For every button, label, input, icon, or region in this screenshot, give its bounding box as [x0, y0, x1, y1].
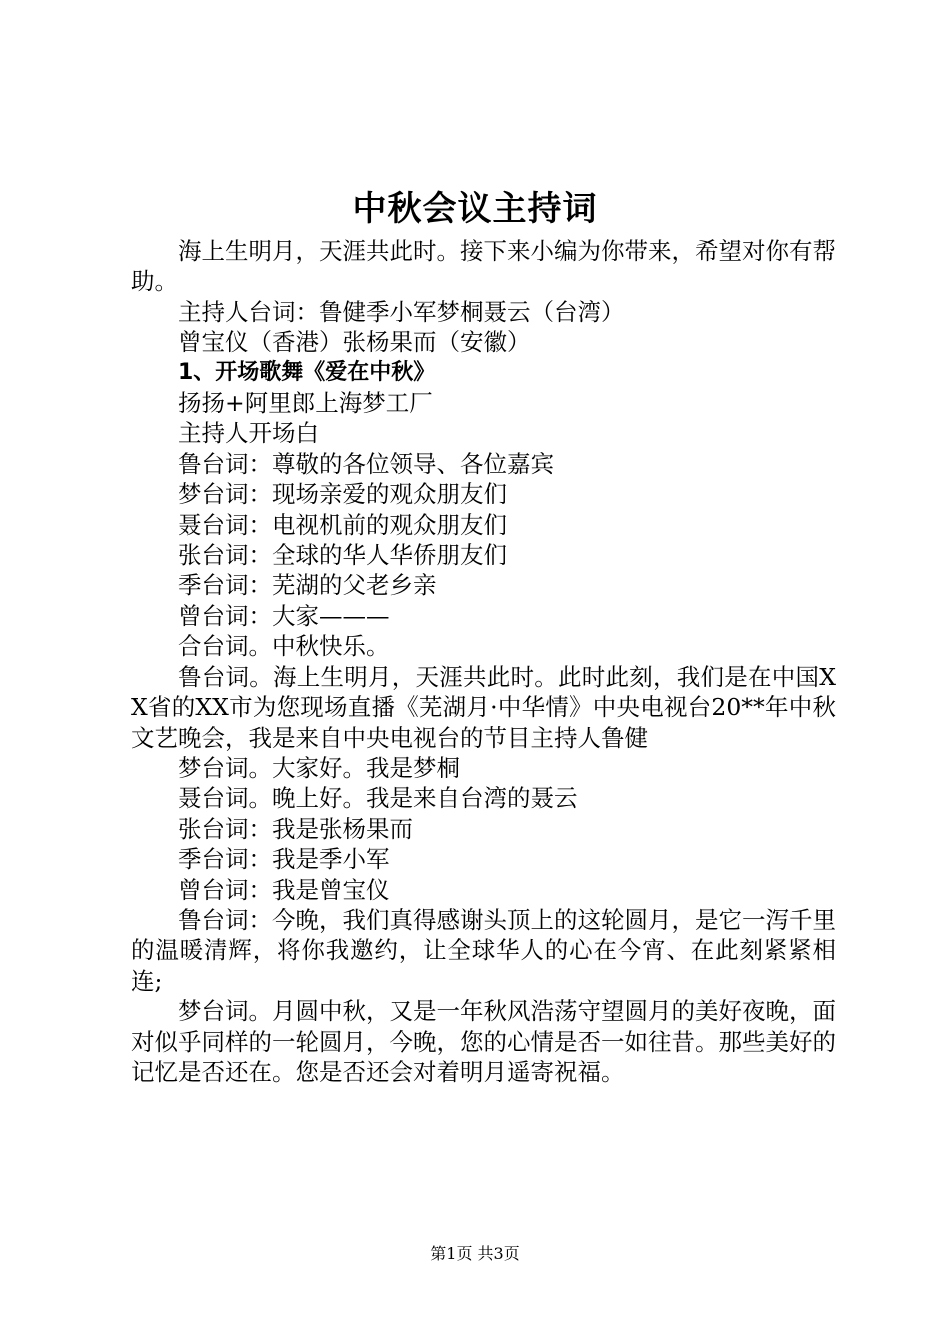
paragraph: 鲁台词。海上生明月，天涯共此时。此时此刻，我们是在中国XX省的XX市为您现场直播《芜湖月·中华情》中央电视台20**年中秋文艺晚会，我是来自中央电视台的节目主持人鲁健 [131, 662, 836, 752]
paragraph: 聂台词：电视机前的观众朋友们 [178, 510, 507, 539]
paragraph: 季台词：我是季小军 [178, 845, 390, 874]
paragraph: 梦台词。大家好。我是梦桐 [178, 753, 460, 782]
paragraph: 主持人台词：鲁健季小军梦桐聂云（台湾） [178, 297, 625, 326]
paragraph: 曾台词：大家——— [178, 601, 390, 630]
paragraph: 张台词：我是张杨果而 [178, 814, 413, 843]
paragraph: 曾宝仪（香港）张杨果而（安徽） [178, 328, 531, 357]
paragraph: 聂台词。晚上好。我是来自台湾的聂云 [178, 784, 578, 813]
paragraph: 鲁台词：今晚，我们真得感谢头顶上的这轮圆月，是它一泻千里的温暖清辉，将你我邀约，让全球华人的心在今宵、在此刻紧紧相连; [131, 905, 836, 995]
paragraph: 季台词：芜湖的父老乡亲 [178, 571, 437, 600]
page-footer: 第1页 共3页 [430, 1244, 520, 1263]
paragraph: 梦台词：现场亲爱的观众朋友们 [178, 480, 507, 509]
paragraph: 鲁台词：尊敬的各位领导、各位嘉宾 [178, 449, 554, 478]
paragraph: 扬扬+阿里郎上海梦工厂 [178, 389, 433, 418]
paragraph: 张台词：全球的华人华侨朋友们 [178, 541, 507, 570]
section-heading: 1、开场歌舞《爱在中秋》 [178, 359, 436, 385]
document-body [131, 236, 836, 1087]
paragraph: 梦台词。月圆中秋，又是一年秋风浩荡守望圆月的美好夜晚，面对似乎同样的一轮圆月，今晚，您的心情是否一如往昔。那些美好的记忆是否还在。您是否还会对着明月遥寄祝福。 [131, 997, 836, 1086]
paragraph: 合台词。中秋快乐。 [178, 632, 390, 661]
paragraph: 曾台词：我是曾宝仪 [178, 875, 390, 904]
document-title: 中秋会议主持词 [352, 189, 598, 229]
paragraph: 主持人开场白 [178, 419, 319, 448]
paragraph: 海上生明月，天涯共此时。接下来小编为你带来，希望对你有帮助。 [131, 237, 836, 296]
